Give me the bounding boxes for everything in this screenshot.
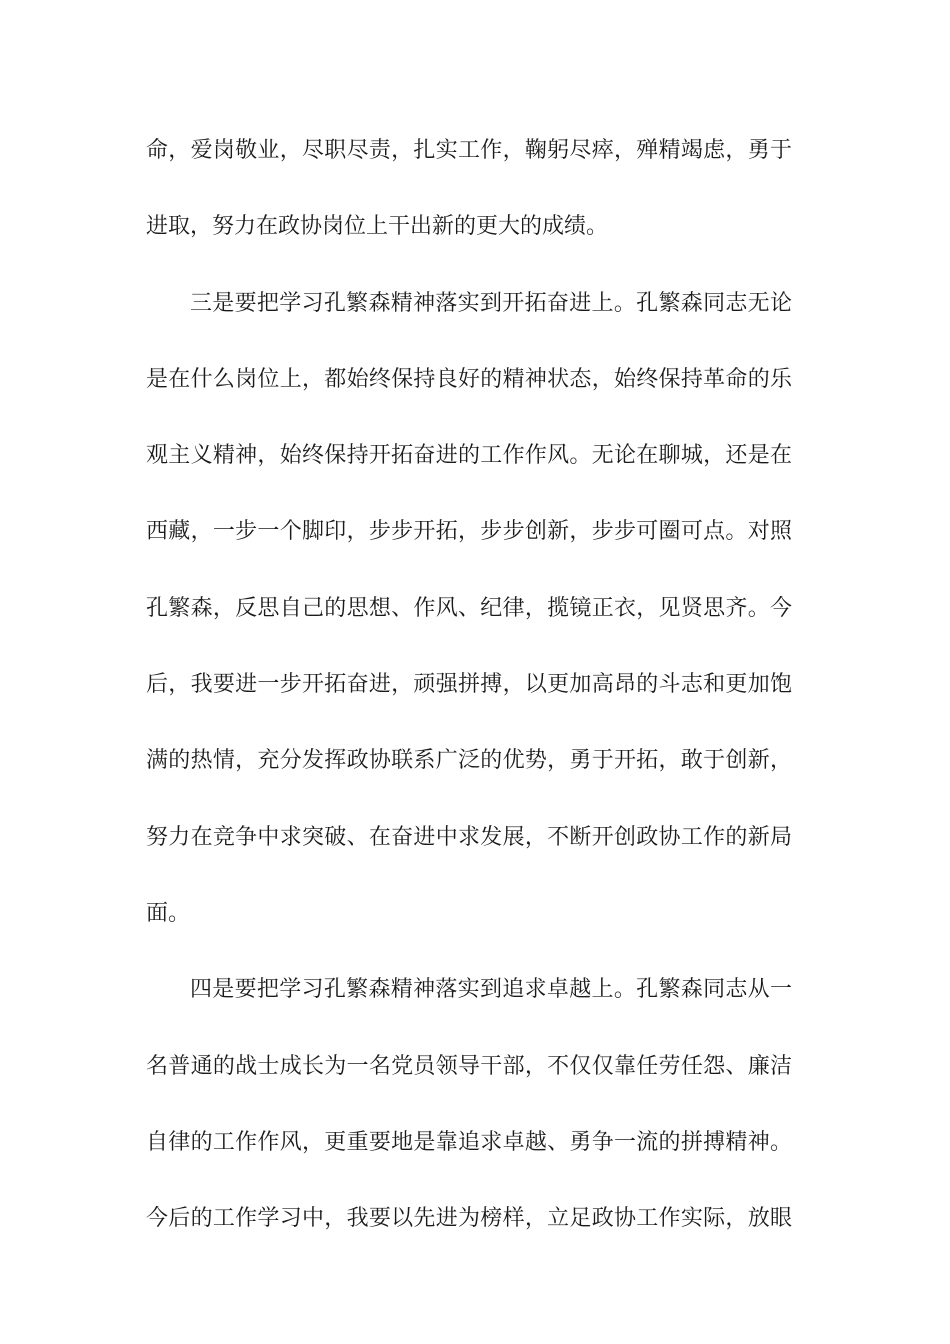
- text-line: 自律的工作作风，更重要地是靠追求卓越、勇争一流的拼搏精神。: [146, 1130, 792, 1155]
- text-line: 观主义精神，始终保持开拓奋进的工作作风。无论在聊城，还是在: [146, 443, 792, 468]
- text-line: 名普通的战士成长为一名党员领导干部，不仅仅靠任劳任怨、廉洁: [146, 1054, 792, 1079]
- paragraph-start-line: 三是要把学习孔繁森精神落实到开拓奋进上。孔繁森同志无论: [190, 291, 792, 316]
- text-line: 是在什么岗位上，都始终保持良好的精神状态，始终保持革命的乐: [146, 367, 792, 392]
- text-line: 面。: [146, 901, 191, 926]
- text-line: 满的热情，充分发挥政协联系广泛的优势，勇于开拓，敢于创新，: [146, 748, 792, 773]
- paragraph-start-line: 四是要把学习孔繁森精神落实到追求卓越上。孔繁森同志从一: [190, 977, 792, 1002]
- text-line: 后，我要进一步开拓奋进，顽强拼搏，以更加高昂的斗志和更加饱: [146, 672, 792, 697]
- text-line: 孔繁森，反思自己的思想、作风、纪律，揽镜正衣，见贤思齐。今: [146, 596, 792, 621]
- text-line: 进取，努力在政协岗位上干出新的更大的成绩。: [146, 214, 609, 239]
- text-line: 西藏，一步一个脚印，步步开拓，步步创新，步步可圈可点。对照: [146, 519, 792, 544]
- text-line: 命，爱岗敬业，尽职尽责，扎实工作，鞠躬尽瘁，殚精竭虑，勇于: [146, 138, 792, 163]
- text-line: 今后的工作学习中，我要以先进为榜样，立足政协工作实际，放眼: [146, 1206, 792, 1231]
- text-line: 努力在竞争中求突破、在奋进中求发展，不断开创政协工作的新局: [146, 825, 792, 850]
